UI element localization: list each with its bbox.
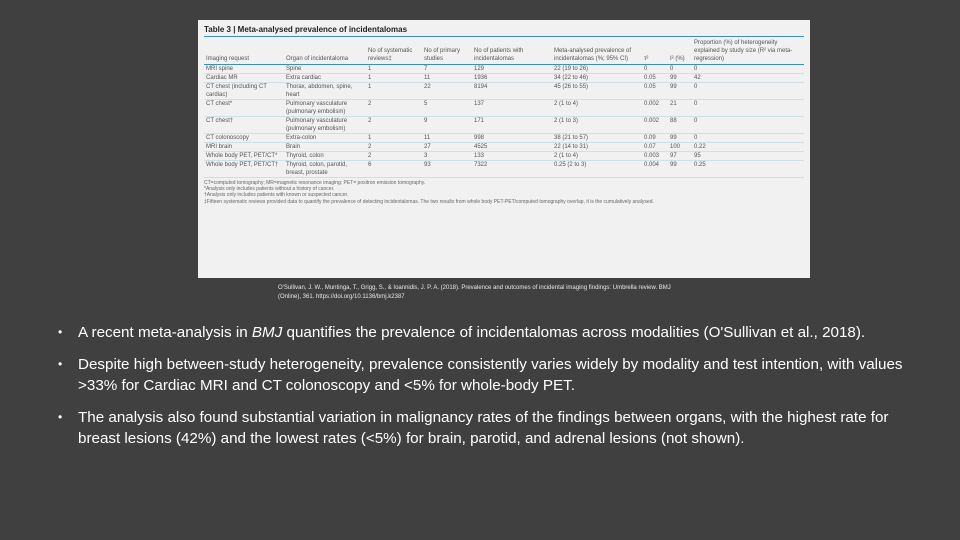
table-cell: 21 bbox=[668, 100, 692, 117]
header-prevalence: Meta-analysed prevalence of incidentalomas (%; 95% CI) bbox=[552, 39, 642, 65]
table-cell: 0 bbox=[642, 65, 668, 74]
table-cell: Pulmonary vasculature (pulmonary embolism) bbox=[284, 100, 366, 117]
table-cell: 0.002 bbox=[642, 117, 668, 134]
journal-name: BMJ bbox=[251, 324, 283, 341]
table-cell: 0.003 bbox=[642, 152, 668, 161]
table-cell: Cardiac MR bbox=[204, 74, 284, 83]
bullet-item bbox=[58, 407, 918, 450]
table-cell: 99 bbox=[668, 83, 692, 100]
table-cell: 0.25 bbox=[692, 161, 804, 178]
table-cell: 1 bbox=[366, 65, 422, 74]
table-cell: 0 bbox=[668, 65, 692, 74]
table-row bbox=[204, 143, 804, 152]
header-studies: No of primary studies bbox=[422, 39, 472, 65]
table-cell: 2 bbox=[366, 100, 422, 117]
table-cell: 7 bbox=[422, 65, 472, 74]
table-cell: 99 bbox=[668, 134, 692, 143]
table-cell: 22 bbox=[422, 83, 472, 100]
table-cell: Whole body PET, PET/CT† bbox=[204, 161, 284, 178]
table-cell: CT colonoscopy bbox=[204, 134, 284, 143]
table-cell: 6 bbox=[366, 161, 422, 178]
table-row bbox=[204, 134, 804, 143]
table-row bbox=[204, 65, 804, 74]
table-cell: 7322 bbox=[472, 161, 552, 178]
table-cell: 2 (1 to 4) bbox=[552, 100, 642, 117]
table-cell: 95 bbox=[692, 152, 804, 161]
table-cell: 4525 bbox=[472, 143, 552, 152]
table-row bbox=[204, 74, 804, 83]
table-cell: 5 bbox=[422, 100, 472, 117]
table-row bbox=[204, 152, 804, 161]
table-cell: CT chest* bbox=[204, 100, 284, 117]
table-cell: 2 (1 to 4) bbox=[552, 152, 642, 161]
table-cell: 998 bbox=[472, 134, 552, 143]
table-cell: Thyroid, colon bbox=[284, 152, 366, 161]
table-cell: 0.05 bbox=[642, 83, 668, 100]
table-cell: 137 bbox=[472, 100, 552, 117]
table-cell: 0 bbox=[692, 134, 804, 143]
table-cell: 0 bbox=[692, 65, 804, 74]
bullet-text: The analysis also found substantial variation in malignancy rates of the findings between organs, with the highest rate for breast lesions (42%) and the lowest rates (<5%) for brain, parotid, and adrenal lesions (not shown). bbox=[78, 408, 889, 447]
table-note: ‡Fifteen systematic reviews provided data to quantify the prevalence of detecting incidentalomas. The two results from whole body PET-PET/computed tomography overlap, it is the cumulatively analysed. bbox=[204, 198, 654, 205]
table-cell: 97 bbox=[668, 152, 692, 161]
table-cell: 45 (26 to 55) bbox=[552, 83, 642, 100]
table-title-prefix: Table 3 | bbox=[204, 25, 236, 34]
table-cell: 34 (22 to 46) bbox=[552, 74, 642, 83]
bullet-list bbox=[58, 322, 918, 460]
bullet-dot: • bbox=[58, 325, 63, 339]
table-cell: 9 bbox=[422, 117, 472, 134]
table-cell: 0.09 bbox=[642, 134, 668, 143]
table-cell: CT chest (including CT cardiac) bbox=[204, 83, 284, 100]
table-notes bbox=[204, 180, 804, 205]
table-note: CT=computed tomography; MR=magnetic resonance imaging; PET= positron emission tomography. bbox=[204, 180, 426, 186]
citation: O'Sullivan, J. W., Muntinga, T., Grigg, S., & Ioannidis, J. P. A. (2018). Prevalence and outcomes of incidental imaging findings: Umbrella review. BMJ (Online), 361. https://doi.org/10.1136/bmj.k2387 bbox=[278, 285, 671, 300]
table-cell: 38 (21 to 57) bbox=[552, 134, 642, 143]
table-row bbox=[204, 83, 804, 100]
table-cell: 2 bbox=[366, 152, 422, 161]
table-cell: 11 bbox=[422, 134, 472, 143]
table-cell: CT chest† bbox=[204, 117, 284, 134]
table-row bbox=[204, 161, 804, 178]
table-cell: 0.05 bbox=[642, 74, 668, 83]
table-cell: 1936 bbox=[472, 74, 552, 83]
table-cell: 99 bbox=[668, 161, 692, 178]
table-cell: 0.25 (2 to 3) bbox=[552, 161, 642, 178]
table-cell: 0.002 bbox=[642, 100, 668, 117]
table-cell: 0 bbox=[692, 83, 804, 100]
table-cell: MRI spine bbox=[204, 65, 284, 74]
header-patients: No of patients with incidentalomas bbox=[472, 39, 552, 65]
table-cell: 22 (14 to 31) bbox=[552, 143, 642, 152]
bullet-item bbox=[58, 354, 918, 397]
table-row bbox=[204, 117, 804, 134]
table-cell: 42 bbox=[692, 74, 804, 83]
table-note: †Analysis only includes patients with known or suspected cancer. bbox=[204, 192, 349, 199]
table-cell: 129 bbox=[472, 65, 552, 74]
table-cell: 93 bbox=[422, 161, 472, 178]
header-reviews: No of systematic reviews‡ bbox=[366, 39, 422, 65]
header-tau: τ² bbox=[642, 39, 668, 65]
table-cell: 171 bbox=[472, 117, 552, 134]
table-cell: 0.004 bbox=[642, 161, 668, 178]
header-i2: I² (%) bbox=[668, 39, 692, 65]
table-cell: 99 bbox=[668, 74, 692, 83]
table-cell: Pulmonary vasculature (pulmonary embolism) bbox=[284, 117, 366, 134]
bullet-dot: • bbox=[58, 356, 63, 371]
table-cell: 1 bbox=[366, 83, 422, 100]
table-cell: 27 bbox=[422, 143, 472, 152]
header-r2: Proportion (%) of heterogeneity explained by study size (R² via meta-regression) bbox=[692, 39, 804, 65]
table-row bbox=[204, 100, 804, 117]
table-cell: 22 (19 to 26) bbox=[552, 65, 642, 74]
table-cell: MRI brain bbox=[204, 143, 284, 152]
table-cell: 3 bbox=[422, 152, 472, 161]
table-cell: Brain bbox=[284, 143, 366, 152]
table-cell: 1 bbox=[366, 74, 422, 83]
table-cell: 2 bbox=[366, 143, 422, 152]
table-cell: 1 bbox=[366, 134, 422, 143]
table-cell: 11 bbox=[422, 74, 472, 83]
table-cell: Thorax, abdomen, spine, heart bbox=[284, 83, 366, 100]
table-cell: Extra cardiac bbox=[284, 74, 366, 83]
table-cell: 0 bbox=[692, 117, 804, 134]
table-header-row bbox=[204, 39, 804, 65]
header-organ: Organ of incidentaloma bbox=[284, 39, 366, 65]
table-cell: 100 bbox=[668, 143, 692, 152]
table-cell: 0 bbox=[692, 100, 804, 117]
bullet-item bbox=[58, 322, 918, 344]
header-imaging-request: Imaging request bbox=[204, 39, 284, 65]
bullet-text: A recent meta-analysis in BMJ quantifies the prevalence of incidentalomas across modalities (O'Sullivan et al., 2018). bbox=[78, 324, 866, 341]
table-figure bbox=[198, 20, 810, 278]
bullet-text: Despite high between-study heterogeneity, prevalence consistently varies widely by modality and test intention, with values >33% for Cardiac MRI and CT colonoscopy and <5% for whole-body PET. bbox=[78, 355, 903, 394]
table-cell: Spine bbox=[284, 65, 366, 74]
table-cell: Extra-colon bbox=[284, 134, 366, 143]
table-cell: Whole body PET, PET/CT* bbox=[204, 152, 284, 161]
table-body bbox=[204, 65, 804, 178]
bullet-dot: • bbox=[58, 409, 63, 424]
table-title-text: Meta-analysed prevalence of incidentalomas bbox=[237, 25, 408, 34]
table-cell: 2 (1 to 3) bbox=[552, 117, 642, 134]
table-cell: 8194 bbox=[472, 83, 552, 100]
table-cell: 88 bbox=[668, 117, 692, 134]
meta-analysis-table bbox=[204, 39, 804, 178]
table-cell: 133 bbox=[472, 152, 552, 161]
table-note: *Analysis only includes patients without a history of cancer. bbox=[204, 186, 335, 193]
table-cell: 2 bbox=[366, 117, 422, 134]
table-cell: 0.07 bbox=[642, 143, 668, 152]
table-cell: Thyroid, colon, parotid, breast, prostate bbox=[284, 161, 366, 178]
table-cell: 0.22 bbox=[692, 143, 804, 152]
table-title bbox=[204, 25, 804, 37]
